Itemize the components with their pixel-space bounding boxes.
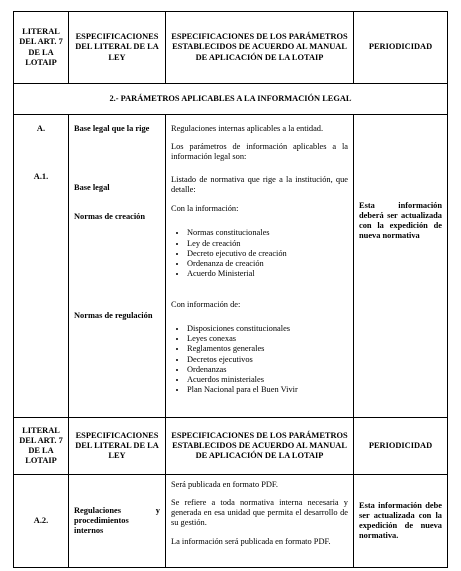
spec-base-rige: Base legal que la rige xyxy=(74,124,150,133)
param-text: Los parámetros de información aplicables a la información legal son: xyxy=(171,142,348,162)
bullet-list xyxy=(171,228,348,279)
spec-base-legal: Base legal xyxy=(74,183,110,192)
list-item: • Acuerdo Ministerial xyxy=(187,269,348,279)
header-specifications: ESPECIFICACIONES DEL LITERAL DE LA LEY xyxy=(69,12,166,84)
param-text: La información será publicada en formato PDF. xyxy=(171,537,331,547)
list-item: • Disposiciones constitucionales xyxy=(187,324,348,334)
section-row xyxy=(14,84,448,115)
list-item: • Leyes conexas xyxy=(187,334,348,344)
document-page xyxy=(13,11,447,568)
list-item: • Decreto ejecutivo de creación xyxy=(187,249,348,259)
parameters-cell xyxy=(166,475,354,568)
lotaip-table xyxy=(13,11,448,568)
literal-a: A. xyxy=(36,124,46,133)
param-text: Con la información: xyxy=(171,204,239,214)
spec-regulaciones: Regulaciones y procedimientos internos xyxy=(69,475,166,568)
header-row xyxy=(14,12,448,84)
list-item: • Ordenanzas xyxy=(187,365,348,375)
header-parameters: ESPECIFICACIONES DE LOS PARÁMETROS ESTABLECIDOS DE ACUERDO AL MANUAL DE APLICACIÓN DE LA LOTAIP xyxy=(166,418,354,475)
literal-a2: A.2. xyxy=(14,475,69,568)
literal-a1: A.1. xyxy=(33,172,49,181)
table-row xyxy=(14,115,448,418)
periodicity-cell: Esta información debe ser actualizada con la expedición de nueva normativa. xyxy=(354,475,448,568)
param-text: Se refiere a toda normativa interna necesaria y generada en esa unidad que permita el desarrollo de su gestión. xyxy=(171,498,348,528)
header-literal: LITERAL DEL ART. 7 DE LA LOTAIP xyxy=(14,418,69,475)
literal-cell xyxy=(14,115,69,418)
header-periodicity: PERIODICIDAD xyxy=(354,12,448,84)
list-item: • Ley de creación xyxy=(187,239,348,249)
param-text: Con información de: xyxy=(171,299,241,309)
periodicity-cell: Esta información deberá ser actualizada con la expedición de nueva normativa xyxy=(354,115,448,418)
param-text: Listado de normativa que rige a la institución, que detalle: xyxy=(171,175,348,195)
bullet-list xyxy=(171,324,348,396)
header-row-repeat xyxy=(14,418,448,475)
param-text: Regulaciones internas aplicables a la entidad. xyxy=(171,124,324,133)
table-row xyxy=(14,475,448,568)
header-parameters: ESPECIFICACIONES DE LOS PARÁMETROS ESTABLECIDOS DE ACUERDO AL MANUAL DE APLICACIÓN DE LA LOTAIP xyxy=(166,12,354,84)
spec-normas-regulacion: Normas de regulación xyxy=(74,311,153,320)
section-title: 2.- PARÁMETROS APLICABLES A LA INFORMACIÓN LEGAL xyxy=(14,84,448,115)
header-periodicity: PERIODICIDAD xyxy=(354,418,448,475)
list-item: • Acuerdos ministeriales xyxy=(187,375,348,385)
list-item: • Ordenanza de creación xyxy=(187,259,348,269)
list-item: • Normas constitucionales xyxy=(187,228,348,238)
header-specifications: ESPECIFICACIONES DEL LITERAL DE LA LEY xyxy=(69,418,166,475)
header-literal: LITERAL DEL ART. 7 DE LA LOTAIP xyxy=(14,12,69,84)
list-item: • Decretos ejecutivos xyxy=(187,355,348,365)
list-item: • Reglamentos generales xyxy=(187,344,348,354)
spec-cell xyxy=(69,115,166,418)
parameters-cell xyxy=(166,115,354,418)
list-item: • Plan Nacional para el Buen Vivir xyxy=(187,385,348,395)
param-text: Será publicada en formato PDF. xyxy=(171,480,279,489)
spec-normas-creacion: Normas de creación xyxy=(74,212,146,221)
